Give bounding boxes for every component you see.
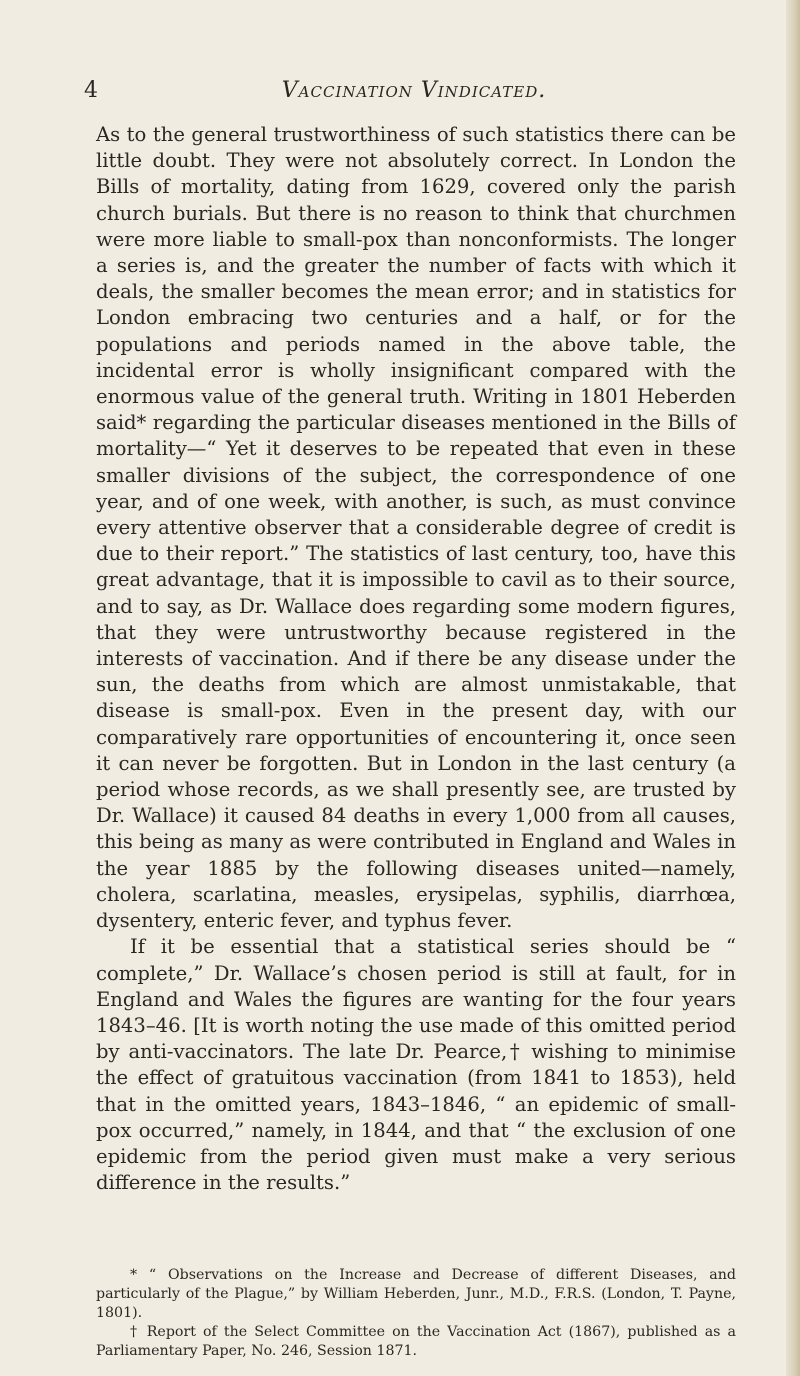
footnotes (96, 1266, 736, 1361)
page-number: 4 (84, 77, 98, 103)
footnote-2: † Report of the Select Committee on the Vaccination Act (1867), published as a Parliamentary Paper, No. 246, Session 1871. (96, 1324, 736, 1359)
paragraph-2: If it be essential that a statistical series should be “ complete,” Dr. Wallace’s chosen period is still at fault, for in England and Wales the figures are wanting for the four years 1843–46. [It is worth noting the use made of this omitted period by anti-vaccinators. The late Dr. Pearce,† wishing to minimise the effect of gratuitous vaccination (from 1841 to 1853), held that in the omitted years, 1843–1846, “ an epidemic of small-pox occurred,” namely, in 1844, and that “ the exclusion of one epidemic from the period given must make a very serious difference in the results.” (96, 935, 736, 1195)
running-title: Vaccination Vindicated. (281, 77, 547, 103)
page-header (84, 72, 744, 108)
page-binding-edge (786, 0, 800, 1376)
paragraph-1: As to the general trustworthiness of such statistics there can be little doubt. They were not absolutely correct. In London the Bills of mortality, dating from 1629, covered only the parish church burials. But there is no reason to think that churchmen were more liable to small-pox than nonconformists. The longer a series is, and the greater the number of facts with which it deals, the smaller becomes the mean error; and in statistics for London embracing two centuries and a half, or for the populations and periods named in the above table, the incidental error is wholly insignificant compared with the enormous value of the general truth. Writing in 1801 Heberden said* regarding the particular diseases mentioned in the Bills of mortality—“ Yet it deserves to be repeated that even in these smaller divisions of the subject, the correspondence of one year, and of one week, with another, is such, as must convince every attentive observer that a considerable degree of credit is due to their report.” The statistics of last century, too, have this great advantage, that it is impossible to cavil as to their source, and to say, as Dr. Wallace does regarding some modern figures, that they were untrustworthy because registered in the interests of vaccination. And if there be any disease under the sun, the deaths from which are almost unmistakable, that disease is small-pox. Even in the present day, with our comparatively rare opportunities of encountering it, once seen it can never be forgotten. But in London in the last century (a period whose records, as we shall presently see, are trusted by Dr. Wallace) it caused 84 deaths in every 1,000 from all causes, this being as many as were contributed in England and Wales in the year 1885 by the following diseases united—namely, cholera, scarlatina, measles, erysipelas, syphilis, diarrhœa, dysentery, enteric fever, and typhus fever. (96, 123, 736, 933)
footnote-1: * “ Observations on the Increase and Decrease of different Diseases, and particularly of the Plague,” by William Heberden, Junr., M.D., F.R.S. (London, T. Payne, 1801). (96, 1267, 736, 1321)
body-text (96, 122, 736, 1196)
